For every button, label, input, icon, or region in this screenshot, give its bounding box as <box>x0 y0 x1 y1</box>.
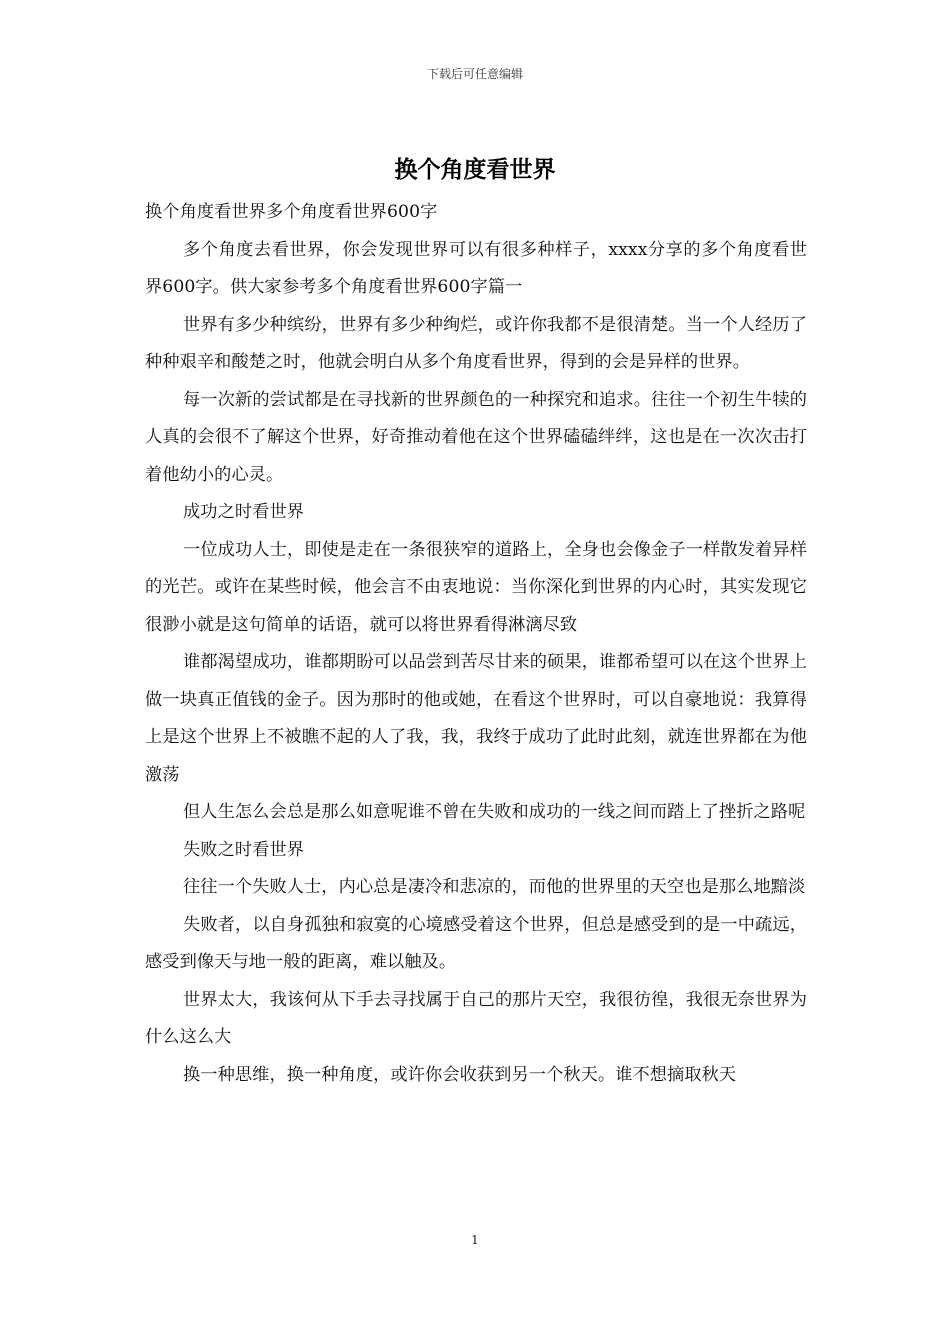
document-title: 换个角度看世界 <box>394 156 556 183</box>
paragraph: 多个角度去看世界，你会发现世界可以有很多种样子，xxxx分享的多个角度看世界600字。供大家参考多个角度看世界600字篇一 <box>145 239 807 297</box>
paragraph: 谁都渴望成功，谁都期盼可以品尝到苦尽甘来的硕果，谁都希望可以在这个世界上做一块真正值钱的金子。因为那时的他或她，在看这个世界时，可以自豪地说：我算得上是这个世界上不被瞧不起的人了我，我，我终于成功了此时此刻，就连世界都在为他激荡 <box>145 652 807 785</box>
page-header: 下载后可任意编辑 <box>426 67 523 81</box>
paragraph: 世界有多少种缤纷，世界有多少种绚烂，或许你我都不是很清楚。当一个人经历了种种艰辛和酸楚之时，他就会明白从多个角度看世界，得到的会是异样的世界。 <box>145 314 807 372</box>
paragraph: 每一次新的尝试都是在寻找新的世界颜色的一种探究和追求。往往一个初生牛犊的人真的会很不了解这个世界，好奇推动着他在这个世界磕磕绊绊，这也是在一次次击打着他幼小的心灵。 <box>145 389 807 485</box>
paragraph: 但人生怎么会总是那么如意呢谁不曾在失败和成功的一线之间而踏上了挫折之路呢 <box>183 802 806 822</box>
paragraph: 世界太大，我该何从下手去寻找属于自己的那片天空，我很彷徨，我很无奈世界为什么这么大 <box>145 989 807 1047</box>
section-heading: 成功之时看世界 <box>183 502 305 522</box>
paragraph: 换一种思维，换一种角度，或许你会收获到另一个秋天。谁不想摘取秋天 <box>183 1064 737 1085</box>
paragraph: 往往一个失败人士，内心总是凄冷和悲凉的，而他的世界里的天空也是那么地黯淡 <box>183 877 806 897</box>
section-heading: 失败之时看世界 <box>183 839 305 860</box>
page-number: 1 <box>471 1233 479 1247</box>
paragraph: 失败者，以自身孤独和寂寞的心境感受着这个世界，但总是感受到的是一中疏远，感受到像天与地一般的距离，难以触及。 <box>145 914 807 972</box>
paragraph: 换个角度看世界多个角度看世界600字 <box>145 202 438 222</box>
paragraph: 一位成功人士，即使是走在一条很狭窄的道路上，全身也会像金子一样散发着异样的光芒。或许在某些时候，他会言不由衷地说：当你深化到世界的内心时，其实发现它很渺小就是这句简单的话语，就可以将世界看得淋漓尽致 <box>145 539 807 635</box>
document-body <box>145 194 807 1094</box>
